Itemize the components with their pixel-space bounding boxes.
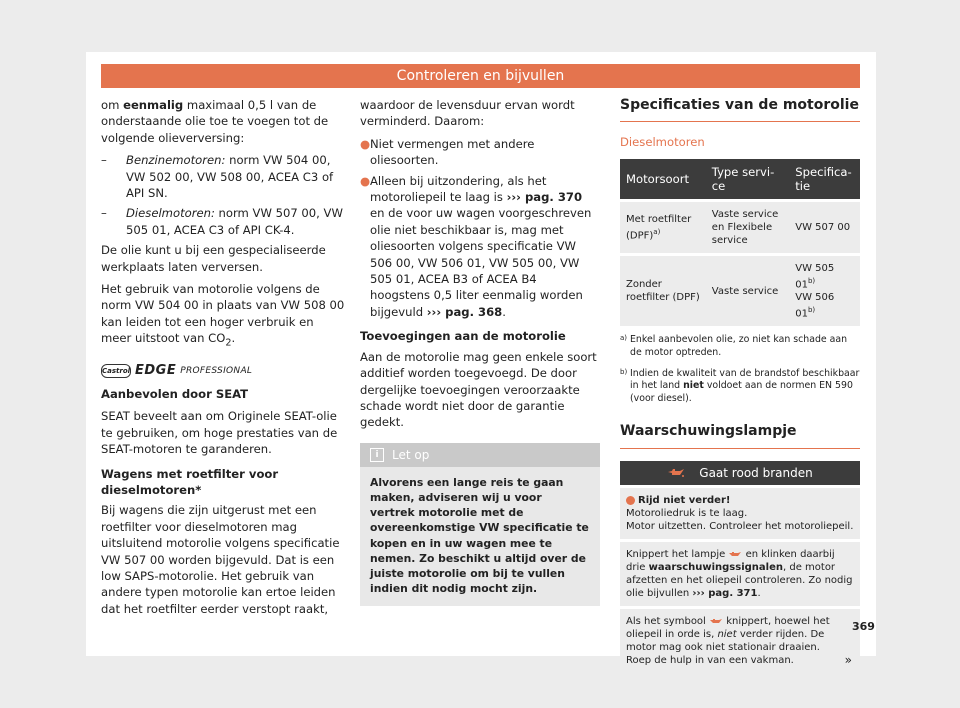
- workshop-paragraph: De olie kunt u bij een gespecialiseerde werkplaats laten verversen.: [101, 243, 326, 274]
- castrol-logo: Castrol: [101, 364, 131, 378]
- page-ref-371[interactable]: ››› pag. 371: [692, 587, 758, 599]
- note-header: [360, 443, 600, 467]
- oil-can-icon: [709, 618, 723, 624]
- page-ref-370[interactable]: ››› pag. 370: [506, 190, 583, 205]
- info-icon: i: [370, 448, 384, 462]
- spec-section-title: Specificaties van de motorolie: [620, 97, 860, 122]
- table-row: [620, 200, 860, 254]
- castrol-edge-logo: [101, 364, 345, 378]
- diesel-label: Dieselmotoren: [620, 135, 705, 150]
- stop-icon: [626, 496, 635, 505]
- warning-block-blinking: Knippert het lampje en klinken daarbij drie waarschuwingssignalen, de motor afzetten en het oliepeil controleren. Zo nodig olie bijvullen ››› pag. 371.: [620, 542, 860, 606]
- page-ref-368[interactable]: ››› pag. 368: [426, 304, 503, 319]
- table-cell: Vaste service: [706, 254, 789, 326]
- column-left: [101, 97, 345, 623]
- oil-can-icon: [667, 468, 685, 478]
- table-cell: Met roetfilter (DPF)$^{a)}$: [620, 200, 706, 254]
- table-header: Type service: [706, 159, 789, 201]
- bullet-exception: ● Alleen bij uitzondering, als het motoroliepeil te laag is ››› pag. 370 en de voor uw wagen voorgeschreven olie niet beschikbaar is, mag met oliesoorten volgens specificatie VW 506 00, VW 506 01, VW 505 00, VW 505 01, ACEA B3 of ACEA B4 hoogstens 0,5 liter eenmalig worden bijgevuld ››› pag. 368.: [360, 173, 592, 319]
- column-middle: [360, 97, 600, 606]
- list-item-petrol: – Benzinemotoren: norm VW 504 00, VW 502 00, VW 508 00, ACEA C3 of API SN.: [101, 153, 334, 201]
- table-cell: Zonder roetfilter (DPF): [620, 254, 706, 326]
- table-header: Specificatie: [789, 159, 860, 201]
- continuation-paragraph: waardoor de levensduur ervan wordt verminderd. Daarom:: [360, 98, 575, 129]
- spec-table: [620, 159, 860, 327]
- oil-can-icon: [728, 551, 742, 557]
- edge-logo-text: EDGE: [135, 362, 177, 378]
- co2-paragraph: Het gebruik van motorolie volgens de norm VW 504 00 in plaats van VW 508 00 kan leiden tot een hoger verbruik en meer uitstoot van $CO_2$.: [101, 282, 345, 349]
- warning-block-symbol: Als het symbool knippert, hoewel het oliepeil in orde is, niet verder rijden. De motor mag ook niet stationair draaien. Roep de hulp in van een vakman. »: [620, 609, 860, 673]
- table-cell: VW 507 00: [789, 200, 860, 254]
- recommended-text: SEAT beveelt aan om Originele SEAT-olie te gebruiken, om hoge prestaties van de SEAT-motoren te garanderen.: [101, 409, 338, 457]
- recommended-heading: Aanbevolen door SEAT: [101, 387, 249, 401]
- additives-text: Aan de motorolie mag geen enkele soort additief worden toegevoegd. De door dergelijke toevoegingen veroorzaakte schade wordt niet door de garantie gedekt.: [360, 349, 597, 430]
- table-header-row: [620, 159, 860, 201]
- bullet-no-mixing: ● Niet vermengen met andere oliesoorten.: [360, 136, 535, 168]
- warning-header-text: Gaat rood branden: [699, 465, 813, 480]
- warning-header: [620, 461, 860, 485]
- filter-heading: Wagens met roetfilter voor dieselmotoren*: [101, 466, 279, 498]
- note-text: Alvorens een lange reis te gaan maken, adviseren wij u voor vertrek motorolie met de overeenkomstige VW specificatie te kopen en in uw wagen mee te nemen. Zo beschikt u altijd over de juiste motorolie om bij te vullen indien dit nodig mocht zijn.: [370, 475, 589, 596]
- filter-text: Bij wagens die zijn uitgerust met een roetfilter voor dieselmotoren mag uitsluitend motorolie volgens specificatie VW 507 00 worden bijgevuld. Dat is een low SAPS-motorolie. Het gebruik van andere typen motorolie kan ertoe leiden dat het roetfilter eerder verstopt raakt,: [101, 503, 340, 616]
- intro-paragraph: om eenmalig maximaal 0,5 l van de onderstaande olie toe te voegen tot de volgende olieverversing:: [101, 98, 329, 145]
- note-box: [360, 443, 600, 607]
- footnote-b: b) Indien de kwaliteit van de brandstof beschikbaar in het land niet voldoet aan de normen EN 590 (voor diesel).: [620, 367, 860, 404]
- column-right: [620, 97, 860, 673]
- table-row: [620, 254, 860, 326]
- additives-heading: Toevoegingen aan de motorolie: [360, 329, 566, 344]
- table-header: Motorsoort: [620, 159, 706, 201]
- warning-section-title: Waarschuwingslampje: [620, 423, 860, 448]
- warning-block-stop: Rijd niet verder! Motoroliedruk is te laag. Motor uitzetten. Controleer het motoroliepeil.: [620, 488, 860, 539]
- page-number: 369: [852, 620, 875, 633]
- list-item-diesel: – Dieselmotoren: norm VW 507 00, VW 505 01, ACEA C3 of API CK-4.: [101, 206, 343, 237]
- note-title: Let op: [392, 447, 430, 462]
- footnote-a: a) Enkel aanbevolen olie, zo niet kan schade aan de motor optreden.: [620, 334, 848, 359]
- professional-logo-text: PROFESSIONAL: [180, 365, 253, 376]
- chapter-header: Controleren en bijvullen: [101, 64, 860, 88]
- table-cell: Vaste service en Flexibele service: [706, 200, 789, 254]
- table-cell: VW 505 01$^{b)}$ VW 506 01$^{b)}$: [789, 254, 860, 326]
- continue-arrow-icon: »: [844, 652, 852, 667]
